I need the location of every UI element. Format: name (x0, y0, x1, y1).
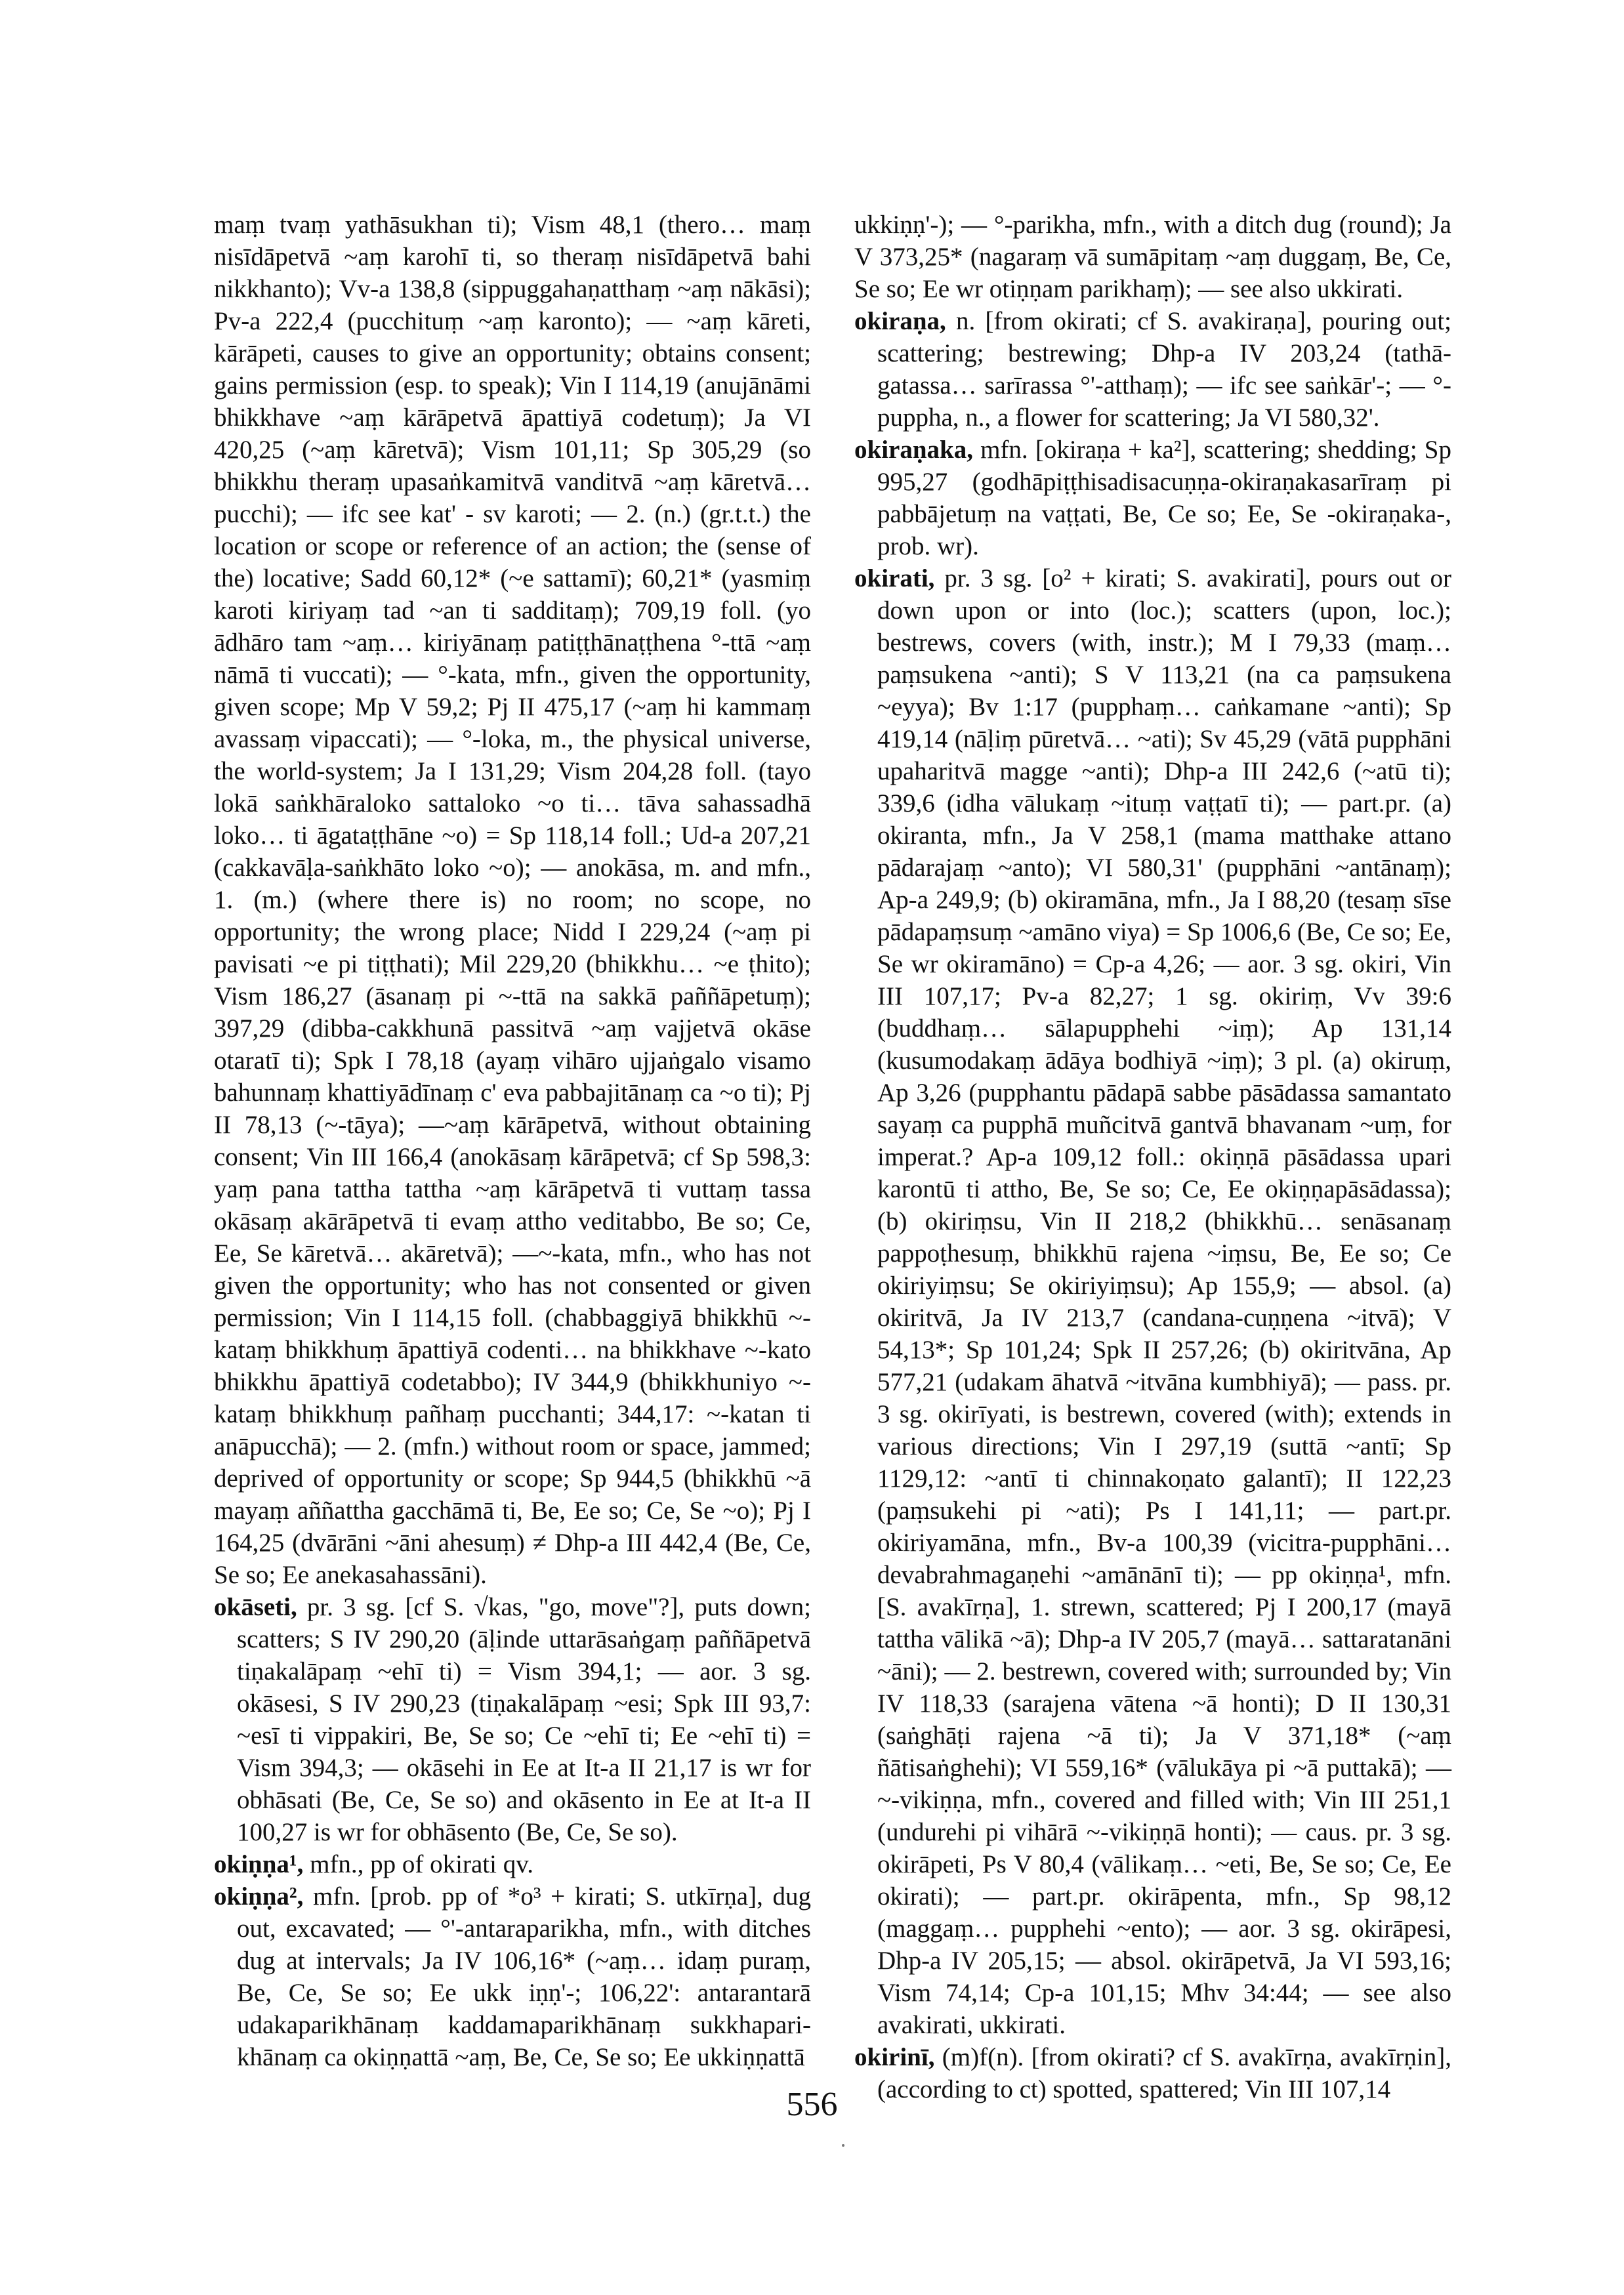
left-column (214, 209, 811, 2073)
right-column (854, 209, 1451, 2105)
dictionary-entry (854, 2041, 1451, 2105)
entry-text: mfn., pp of okirati qv. (303, 1850, 533, 1878)
dictionary-entry (854, 562, 1451, 2041)
dictionary-entry (854, 434, 1451, 562)
headword: okiṇṇa², (214, 1882, 304, 1911)
headword: okāseti, (214, 1593, 297, 1621)
page-number: 556 (786, 2086, 838, 2123)
entry-text: mfn. [okiraṇa + ka²], scattering; shedding; Sp 995,27 (godhāpiṭṭhisadisacuṇṇa-okiraṇakasarīraṃ pi pabbājetuṃ na vaṭṭati, Be, Ce so; Ee, Se -okiraṇaka-, prob. wr). (877, 436, 1451, 560)
headword: okiṇṇa¹, (214, 1850, 304, 1878)
headword: okiraṇaka, (854, 436, 973, 464)
entry-continuation (214, 209, 811, 1591)
headword: okirinī, (854, 2043, 935, 2071)
entry-continuation (854, 209, 1451, 305)
entry-text: (m)f(n). [from okirati? cf S. avakīrṇa, avakīrṇin], (according to ct) spotted, spattered; Vin III 107,14 (877, 2043, 1451, 2103)
dictionary-entry (854, 305, 1451, 434)
entry-text: ukkiṇṇ'-); — °-parikha, mfn., with a ditch dug (round); Ja V 373,25* (nagaraṃ vā sumāpitaṃ ~aṃ duggaṃ, Be, Ce, Se so; Ee wr otiṇṇam parikhaṃ); — see also ukkirati. (854, 211, 1451, 303)
dictionary-entry (214, 1848, 811, 1880)
scan-speck (842, 2144, 844, 2147)
dictionary-entry (214, 1591, 811, 1848)
entry-text: pr. 3 sg. [o² + kirati; S. avakirati], pours out or down upon or into (loc.); scatters (upon, loc.); bestrews, covers (with, instr.); M I 79,33 (maṃ… paṃsukena ~anti); S V 113,21 (na ca paṃsukena ~eyya); Bv 1:17 (pupphaṃ… caṅkamane ~anti); Sp 419,14 (nāḷiṃ pūretvā… ~ati); Sv 45,29 (vātā pupphāni upaharitvā magge ~anti); Dhp-a III 242,6 (~atū ti); 339,6 (idha vālukaṃ ~ituṃ vaṭṭatī ti); — part.pr. (a) okiranta, mfn., Ja V 258,1 (mama matthake attano pādarajaṃ ~anto); VI 580,31' (pupphāni ~antānaṃ); Ap-a 249,9; (b) okiramāna, mfn., Ja I 88,20 (tesaṃ sīse pādapaṃsuṃ ~amāno viya) = Sp 1006,6 (Be, Ce so; Ee, Se wr okiramāno) = Cp-a 4,26; — aor. 3 sg. okiri, Vin III 107,17; Pv-a 82,27; 1 sg. okiriṃ, Vv 39:6 (buddhaṃ… sālapupphehi ~iṃ); Ap 131,14 (kusumodakaṃ ādāya bodhiyā ~iṃ); 3 pl. (a) okiruṃ, Ap 3,26 (pupphantu pādapā sabbe pāsādassa samantato sayaṃ ca pupphā muñcitvā gantvā bhavanam ~uṃ, for imperat.? Ap-a 109,12 foll.: okiṇṇā pāsādassa upari karontū ti attho, Be, Se so; Ce, Ee okiṇṇapāsādassa); (b) okiriṃsu, Vin II 218,2 (bhikkhū… senāsanaṃ pappoṭhesuṃ, bhikkhū rajena ~iṃsu, Be, Ee so; Ce okiriyiṃsu; Se okiriyiṃsu); Ap 155,9; — absol. (a) okiritvā, Ja IV 213,7 (candana-cuṇṇena ~itvā); V 54,13*; Sp 101,24; Spk II 257,26; (b) okiritvāna, Ap 577,21 (udakam āhatvā ~itvāna kumbhiyā); — pass. pr. 3 sg. okirīyati, is bestrewn, covered (with); extends in various directions; Vin I 297,19 (suttā ~antī; Sp 1129,12: ~antī ti chinnakoṇato galantī); II 122,23 (paṃsukehi pi ~ati); Ps I 141,11; — part.pr. okiriyamāna, mfn., Bv-a 100,39 (vicitra-pupphāni… devabrahmagaṇehi ~amānānī ti); — pp okiṇṇa¹, mfn. [S. avakīrṇa], 1. strewn, scattered; Pj I 200,17 (mayā tattha vālikā ~ā); Dhp-a IV 205,7 (mayā… sattaratanāni ~āni); — 2. bestrewn, covered with; surrounded by; Vin IV 118,33 (sarajena vātena ~ā honti); D II 130,31 (saṅghāṭi rajena ~ā ti); Ja V 371,18* (~aṃ ñātisaṅghehi); VI 559,16* (vālukāya pi ~ā puttakā); — ~-vikiṇṇa, mfn., covered and filled with; Vin III 251,1 (undurehi pi vihārā ~-vikiṇṇā honti); — caus. pr. 3 sg. okirāpeti, Ps V 80,4 (vālikaṃ… ~eti, Be, Se so; Ce, Ee okirati); — part.pr. okirāpenta, mfn., Sp 98,12 (maggaṃ… pupphehi ~ento); — aor. 3 sg. okirāpesi, Dhp-a IV 205,15; — absol. okirāpetvā, Ja VI 593,16; Vism 74,14; Cp-a 101,15; Mhv 34:44; — see also avakirati, ukkirati. (877, 564, 1451, 2039)
entry-text: n. [from okirati; cf S. avakiraṇa], pouring out; scattering; bestrewing; Dhp-a IV 203,24 (tathā-gatassa… sarīrassa °'-atthaṃ); — ifc see saṅkār'-; — °-puppha, n., a flower for scattering; Ja VI 580,32'. (877, 307, 1451, 432)
dictionary-entry (214, 1880, 811, 2073)
entry-text: pr. 3 sg. [cf S. √kas, "go, move"?], puts down; scatters; S IV 290,20 (āḷinde uttarāsaṅgaṃ paññāpetvā tiṇakalāpaṃ ~ehī ti) = Vism 394,1; — aor. 3 sg. okāsesi, S IV 290,23 (tiṇakalāpaṃ ~esi; Spk III 93,7: ~esī ti vippakiri, Be, Se so; Ce ~ehī ti; Ee ~ehī ti) = Vism 394,3; — okāsehi in Ee at It-a II 21,17 is wr for obhāsati (Be, Ce, Se so) and okāsento in Ee at It-a II 100,27 is wr for obhāsento (Be, Ce, Se so). (237, 1593, 811, 1846)
headword: okiraṇa, (854, 307, 946, 335)
headword: okirati, (854, 564, 935, 592)
entry-text: mfn. [prob. pp of *o³ + kirati; S. utkīrṇa], dug out, excavated; — °'-antaraparikha, mfn., with ditches dug at intervals; Ja IV 106,16* (~aṃ… idaṃ puraṃ, Be, Ce, Se so; Ee ukk iṇṇ'-; 106,22': antarantarā udakaparikhānaṃ kaddamaparikhānaṃ sukkhapari-khānaṃ ca okiṇṇattā ~aṃ, Be, Ce, Se so; Ee ukkiṇṇattā (237, 1882, 811, 2071)
entry-text: maṃ tvaṃ yathāsukhan ti); Vism 48,1 (thero… maṃ nisīdāpetvā ~aṃ karohī ti, so theraṃ nisīdāpetvā bahi nikkhanto); Vv-a 138,8 (sippuggahaṇatthaṃ ~aṃ nākāsi); Pv-a 222,4 (pucchituṃ ~aṃ karonto); — ~aṃ kāreti, kārāpeti, causes to give an opportunity; obtains consent; gains permission (esp. to speak); Vin I 114,19 (anujānāmi bhikkhave ~aṃ kārāpetvā āpattiyā codetuṃ); Ja VI 420,25 (~aṃ kāretvā); Vism 101,11; Sp 305,29 (so bhikkhu theraṃ upasaṅkamitvā vanditvā ~aṃ kāretvā… pucchi); — ifc see kat' - sv karoti; — 2. (n.) (gr.t.t.) the location or scope or reference of an action; the (sense of the) locative; Sadd 60,12* (~e sattamī); 60,21* (yasmiṃ karoti kiriyaṃ tad ~an ti sadditaṃ); 709,19 foll. (yo ādhāro tam ~aṃ… kiriyānaṃ patiṭṭhānaṭṭhena °-ttā ~aṃ nāmā ti vuccati); — °-kata, mfn., given the opportunity, given scope; Mp V 59,2; Pj II 475,17 (~aṃ hi kammaṃ avassaṃ vipaccati); — °-loka, m., the physical universe, the world-system; Ja I 131,29; Vism 204,28 foll. (tayo lokā saṅkhāraloko sattaloko ~o ti… tāva sahassadhā loko… ti āgataṭṭhāne ~o) = Sp 118,14 foll.; Ud-a 207,21 (cakkavāḷa-saṅkhāto loko ~o); — anokāsa, m. and mfn., 1. (m.) (where there is) no room; no scope, no opportunity; the wrong place; Nidd I 229,24 (~aṃ pi pavisati ~e pi tiṭṭhati); Mil 229,20 (bhikkhu… ~e ṭhito); Vism 186,27 (āsanaṃ pi ~-ttā na sakkā paññāpetuṃ); 397,29 (dibba-cakkhunā passitvā ~aṃ vajjetvā okāse otaratī ti); Spk I 78,18 (ayaṃ vihāro ujjaṅgalo visamo bahunnaṃ khattiyādīnaṃ c' eva pabbajitānaṃ ca ~o ti); Pj II 78,13 (~-tāya); —~aṃ kārāpetvā, without obtaining consent; Vin III 166,4 (anokāsaṃ kārāpetvā; cf Sp 598,3: yaṃ pana tattha tattha ~aṃ kārāpetvā ti vuttaṃ tassa okāsaṃ akārāpetvā ti evaṃ attho veditabbo, Be so; Ce, Ee, Se kāretvā… akāretvā); —~-kata, mfn., who has not given the opportunity; who has not consented or given permission; Vin I 114,15 foll. (chabbaggiyā bhikkhū ~-kataṃ bhikkhuṃ āpattiyā codenti… na bhikkhave ~-kato bhikkhu āpattiyā codetabbo); IV 344,9 (bhikkhuniyo ~-kataṃ bhikkhuṃ pañhaṃ pucchanti; 344,17: ~-katan ti anāpucchā); — 2. (mfn.) without room or space, jammed; deprived of opportunity or scope; Sp 944,5 (bhikkhū ~ā mayaṃ aññattha gacchāmā ti, Be, Ee so; Ce, Se ~o); Pj I 164,25 (dvārāni ~āni ahesuṃ) ≠ Dhp-a III 442,4 (Be, Ce, Se so; Ee anekasahassāni). (214, 211, 811, 1589)
